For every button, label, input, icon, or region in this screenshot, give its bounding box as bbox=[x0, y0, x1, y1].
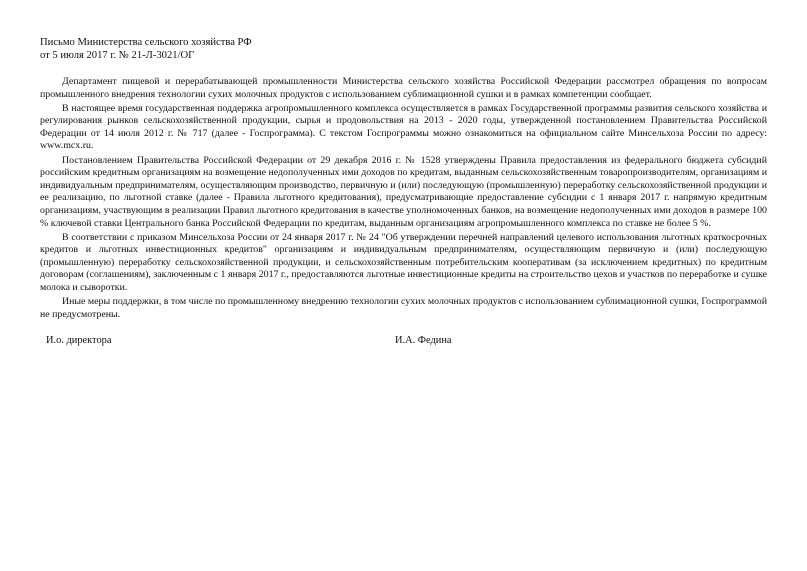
document-header bbox=[40, 36, 767, 62]
paragraph-5: Иные меры поддержки, в том числе по промышленному внедрению технологии сухих молочных продуктов с использованием сублимационной сушки, Госпрограммой не предусмотрены. bbox=[40, 296, 767, 320]
signature-block bbox=[40, 335, 767, 349]
document-page bbox=[40, 36, 767, 349]
document-title: Письмо Министерства сельского хозяйства РФ bbox=[40, 37, 252, 48]
paragraph-4: В соответствии с приказом Минсельхоза России от 24 января 2017 г. № 24 "Об утверждении перечней направлений целевого использования льготных краткосрочных кредитов и льготных инвестиционных кредитов" организациям и индивидуальным предпринимателям, осуществляющим первичную и (или) последующую (промышленную) переработку сельскохозяйственной продукции, и сельскохозяйственным потребительским кооперативам (за исключением кредитных) по кредитным договорам (соглашениям), заключенным с 1 января 2017 г., предоставляются льготные инвестиционные кредиты на строительство цехов и участков по переработке и сушке молока и сыворотки. bbox=[40, 231, 767, 293]
document-date-number: от 5 июля 2017 г. № 21-Л-3021/ОГ bbox=[40, 50, 195, 61]
paragraph-2: В настоящее время государственная поддержка агропромышленного комплекса осуществляется в рамках Государственной программы развития сельского хозяйства и регулирования рынков сельскохозяйственной продукции, сырья и продовольствия на 2013 - 2020 годы, утвержденной постановлением Правительства Российской Федерации от 14 июля 2012 г. № 717 (далее - Госпрограмма). С текстом Госпрограммы можно ознакомиться на официальном сайте Минсельхоза России по адресу: www.mcx.ru. bbox=[40, 102, 767, 152]
document-body bbox=[40, 76, 767, 321]
paragraph-1: Департамент пищевой и перерабатывающей промышленности Министерства сельского хозяйства Российской Федерации рассмотрел обращения по вопросам промышленного внедрения технологии сухих молочных продуктов с использованием сублимационной сушки и в рамках компетенции сообщает. bbox=[40, 76, 767, 100]
signatory-name: И.А. Федина bbox=[395, 335, 452, 347]
paragraph-3: Постановлением Правительства Российской Федерации от 29 декабря 2016 г. № 1528 утверждены Правила предоставления из федерального бюджета субсидий российским кредитным организациям на возмещение недополученных ими доходов по кредитам, выданным сельскохозяйственным товаропроизводителям, организациям и индивидуальным предпринимателям, осуществляющим производство, первичную и (или) последующую (промышленную) переработку сельскохозяйственной продукции и ее реализацию, по льготной ставке (далее - Правила льготного кредитования), предусматривающие предоставление субсидии с 1 января 2017 г. напрямую кредитным организациям, участвующим в реализации Правил льготного кредитования в качестве уполномоченных банков, на возмещение недополученных ими доходов в размере 100 % ключевой ставки Центрального банка Российской Федерации по кредитам, выданным организациям агропромышленного комплекса по ставке не более 5 %. bbox=[40, 154, 767, 229]
signatory-position: И.о. директора bbox=[46, 335, 112, 347]
